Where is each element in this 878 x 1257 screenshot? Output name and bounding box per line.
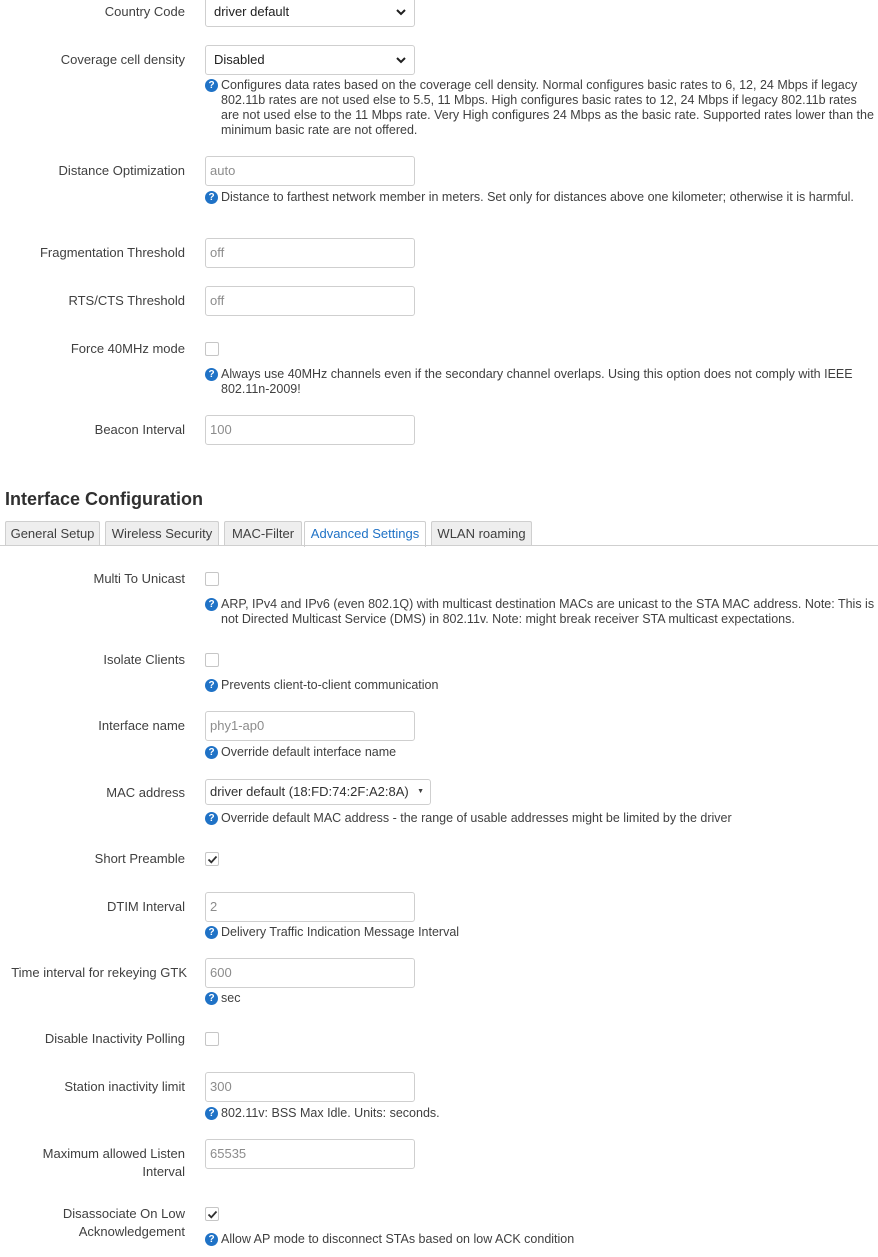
tab-divider: [0, 545, 878, 546]
help-icon: ?: [205, 746, 218, 759]
inactivity-poll-checkbox[interactable]: [205, 1032, 219, 1046]
inactivity-poll-label: Disable Inactivity Polling: [44, 1031, 185, 1046]
help-icon: ?: [205, 679, 218, 692]
country-code-value: driver default: [214, 4, 290, 19]
dtim-label: DTIM Interval: [106, 899, 185, 914]
inactivity-limit-help-text: 802.11v: BSS Max Idle. Units: seconds.: [221, 1106, 440, 1120]
listen-label: [0, 1145, 185, 1181]
dtim-help: [205, 925, 875, 940]
help-icon: ?: [205, 191, 218, 204]
coverage-density-value: Disabled: [214, 52, 265, 67]
isolate-help-text: Prevents client-to-client communication: [221, 678, 439, 692]
mac-dropdown[interactable]: [205, 779, 431, 805]
force40-help: [205, 367, 875, 397]
tab-mac-filter[interactable]: MAC-Filter: [224, 521, 302, 546]
inactivity-limit-input[interactable]: 300: [205, 1072, 415, 1102]
inactivity-limit-help: [205, 1106, 875, 1121]
force40-help-text: Always use 40MHz channels even if the secondary channel overlaps. Using this option does not comply with IEEE 802.11n-2009!: [221, 367, 853, 396]
tab-wireless-security[interactable]: Wireless Security: [105, 521, 219, 546]
dtim-help-text: Delivery Traffic Indication Message Interval: [221, 925, 460, 939]
disassoc-label: [0, 1205, 185, 1241]
inactivity-limit-label: Station inactivity limit: [64, 1079, 185, 1094]
listen-label-line-2: Interval: [142, 1164, 185, 1179]
ifname-input[interactable]: phy1-ap0: [205, 711, 415, 741]
tab-advanced-settings[interactable]: Advanced Settings: [304, 521, 426, 547]
chevron-down-icon: [395, 55, 407, 65]
disassoc-label-line-1: Disassociate On Low: [62, 1206, 185, 1221]
mac-help: [205, 811, 875, 826]
help-icon: ?: [205, 1107, 218, 1120]
dropdown-arrow-icon: ▼: [417, 788, 424, 795]
ifname-label: Interface name: [98, 718, 185, 733]
beacon-label: Beacon Interval: [94, 422, 185, 437]
multi-unicast-help-text: ARP, IPv4 and IPv6 (even 802.1Q) with multicast destination MACs are unicast to the STA MAC address. Note: This is not Directed Multicast Service (DMS) in 802.11v. Note: might break receiver STA multicast expectations.: [221, 597, 875, 626]
distance-input[interactable]: auto: [205, 156, 415, 186]
section-title: Interface Configuration: [5, 489, 204, 509]
gtk-input[interactable]: 600: [205, 958, 415, 988]
dtim-input[interactable]: 2: [205, 892, 415, 922]
disassoc-help-text: Allow AP mode to disconnect STAs based on low ACK condition: [221, 1232, 575, 1246]
gtk-label: Time interval for rekeying GTK: [11, 965, 187, 980]
short-preamble-checkbox[interactable]: [205, 852, 219, 866]
listen-label-line-1: Maximum allowed Listen: [42, 1146, 185, 1161]
isolate-checkbox[interactable]: [205, 653, 219, 667]
help-icon: ?: [205, 992, 218, 1005]
coverage-density-help-text: Configures data rates based on the coverage cell density. Normal configures basic rates to 6, 12, 24 Mbps if legacy 802.11b rates are not used else to 5.5, 11 Mbps. High configures basic rates to 12, 24 Mbps if legacy 802.11b rates are not used else to the 11 Mbps rate. Very High configures 24 Mbps as the basic rate. Supported rates lower than the minimum basic rate are not offered.: [221, 78, 874, 137]
isolate-help: [205, 678, 875, 693]
rts-label: RTS/CTS Threshold: [68, 293, 185, 308]
frag-label: Fragmentation Threshold: [39, 245, 185, 260]
distance-help: [205, 190, 875, 205]
force40-label: Force 40MHz mode: [70, 341, 185, 356]
help-icon: ?: [205, 812, 218, 825]
help-icon: ?: [205, 1233, 218, 1246]
coverage-density-select[interactable]: [205, 45, 415, 75]
beacon-input[interactable]: 100: [205, 415, 415, 445]
multi-unicast-checkbox[interactable]: [205, 572, 219, 586]
multi-unicast-help: [205, 597, 875, 627]
ifname-help: [205, 745, 875, 760]
country-code-select[interactable]: [205, 0, 415, 27]
isolate-label: Isolate Clients: [103, 652, 185, 667]
mac-label: MAC address: [106, 785, 185, 800]
country-code-label: Country Code: [104, 4, 185, 19]
distance-label: Distance Optimization: [58, 163, 185, 178]
gtk-help-text: sec: [221, 991, 241, 1005]
force40-checkbox[interactable]: [205, 342, 219, 356]
tab-wlan-roaming[interactable]: WLAN roaming: [431, 521, 532, 546]
mac-help-text: Override default MAC address - the range of usable addresses might be limited by the driver: [221, 811, 732, 825]
mac-value: driver default (18:FD:74:2F:A2:8A): [210, 784, 409, 799]
tab-general-setup[interactable]: General Setup: [5, 521, 100, 546]
short-preamble-label: Short Preamble: [94, 851, 185, 866]
help-icon: ?: [205, 926, 218, 939]
checkmark-icon: [207, 854, 218, 865]
ifname-help-text: Override default interface name: [221, 745, 397, 759]
coverage-density-label: Coverage cell density: [60, 52, 185, 67]
multi-unicast-label: Multi To Unicast: [93, 571, 185, 586]
distance-help-text: Distance to farthest network member in meters. Set only for distances above one kilometer; otherwise it is harmful.: [221, 190, 854, 204]
chevron-down-icon: [395, 7, 407, 17]
gtk-help: [205, 991, 875, 1006]
coverage-density-help: [205, 78, 875, 138]
help-icon: ?: [205, 79, 218, 92]
help-icon: ?: [205, 368, 218, 381]
checkmark-icon: [207, 1209, 218, 1220]
help-icon: ?: [205, 598, 218, 611]
rts-input[interactable]: off: [205, 286, 415, 316]
frag-input[interactable]: off: [205, 238, 415, 268]
disassoc-help: [205, 1232, 875, 1247]
disassoc-label-line-2: Acknowledgement: [78, 1224, 185, 1239]
disassoc-checkbox[interactable]: [205, 1207, 219, 1221]
listen-input[interactable]: 65535: [205, 1139, 415, 1169]
